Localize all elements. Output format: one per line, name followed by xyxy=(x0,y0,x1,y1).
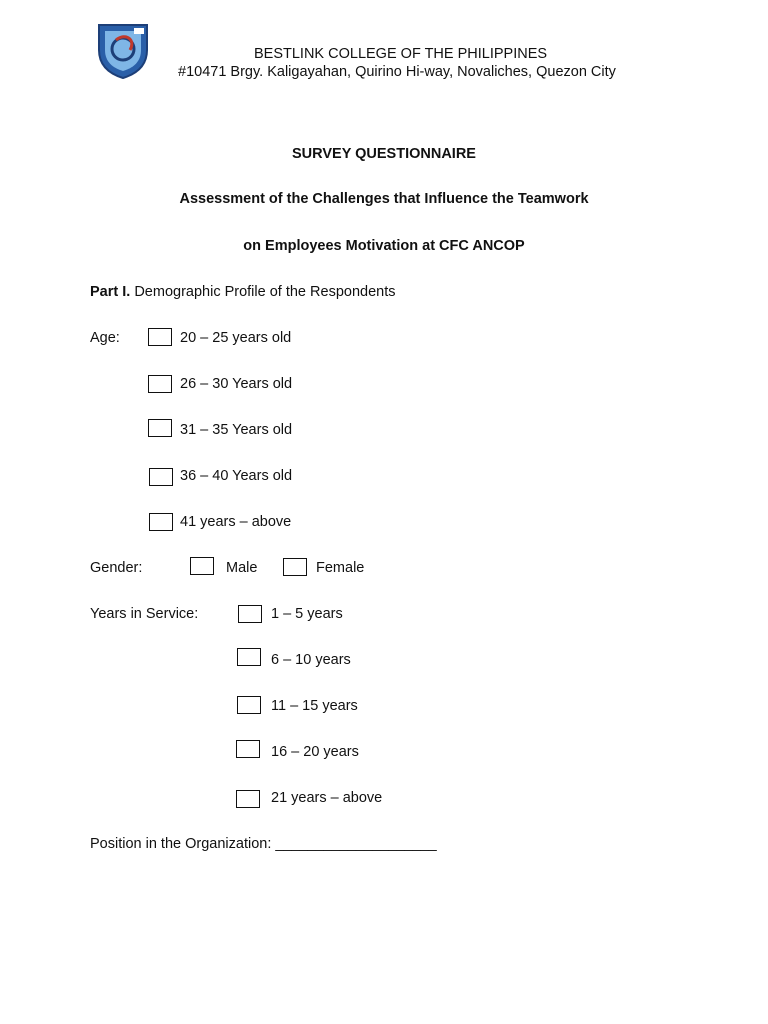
gender-option-female: Female xyxy=(316,560,365,576)
service-option-4: 16 – 20 years xyxy=(271,744,359,760)
age-checkbox-4[interactable] xyxy=(149,468,173,486)
age-checkbox-3[interactable] xyxy=(148,419,172,437)
age-option-5: 41 years – above xyxy=(180,514,292,530)
age-checkbox-2[interactable] xyxy=(148,375,172,393)
position-field[interactable]: Position in the Organization: ____________________ xyxy=(90,836,437,852)
school-crest-icon xyxy=(96,22,150,80)
age-checkbox-1[interactable] xyxy=(148,328,172,346)
gender-label: Gender: xyxy=(90,560,143,576)
gender-checkbox-male[interactable] xyxy=(190,557,214,575)
age-option-1: 20 – 25 years old xyxy=(180,330,292,346)
study-title-line-1: Assessment of the Challenges that Influence the Teamwork xyxy=(179,191,589,207)
service-checkbox-5[interactable] xyxy=(236,790,260,808)
service-checkbox-3[interactable] xyxy=(237,696,261,714)
age-label: Age: xyxy=(90,330,120,346)
gender-checkbox-female[interactable] xyxy=(283,558,307,576)
part-heading xyxy=(90,284,395,300)
institution-name: BESTLINK COLLEGE OF THE PHILIPPINES xyxy=(254,46,548,62)
institution-address: #10471 Brgy. Kaligayahan, Quirino Hi-way, Novaliches, Quezon City xyxy=(178,64,616,80)
service-option-1: 1 – 5 years xyxy=(271,606,343,622)
service-label: Years in Service: xyxy=(90,606,199,622)
part-description: Demographic Profile of the Respondents xyxy=(134,284,396,300)
age-option-3: 31 – 35 Years old xyxy=(180,422,293,438)
service-checkbox-4[interactable] xyxy=(236,740,260,758)
age-checkbox-5[interactable] xyxy=(149,513,173,531)
age-option-4: 36 – 40 Years old xyxy=(180,468,293,484)
service-option-2: 6 – 10 years xyxy=(271,652,351,668)
service-checkbox-1[interactable] xyxy=(238,605,262,623)
document-title: SURVEY QUESTIONNAIRE xyxy=(292,146,476,162)
service-checkbox-2[interactable] xyxy=(237,648,261,666)
service-option-5: 21 years – above xyxy=(271,790,383,806)
age-option-2: 26 – 30 Years old xyxy=(180,376,293,392)
gender-option-male: Male xyxy=(226,560,258,576)
part-label: Part I. xyxy=(90,284,131,300)
study-title-line-2: on Employees Motivation at CFC ANCOP xyxy=(243,238,525,254)
service-option-3: 11 – 15 years xyxy=(271,698,358,714)
